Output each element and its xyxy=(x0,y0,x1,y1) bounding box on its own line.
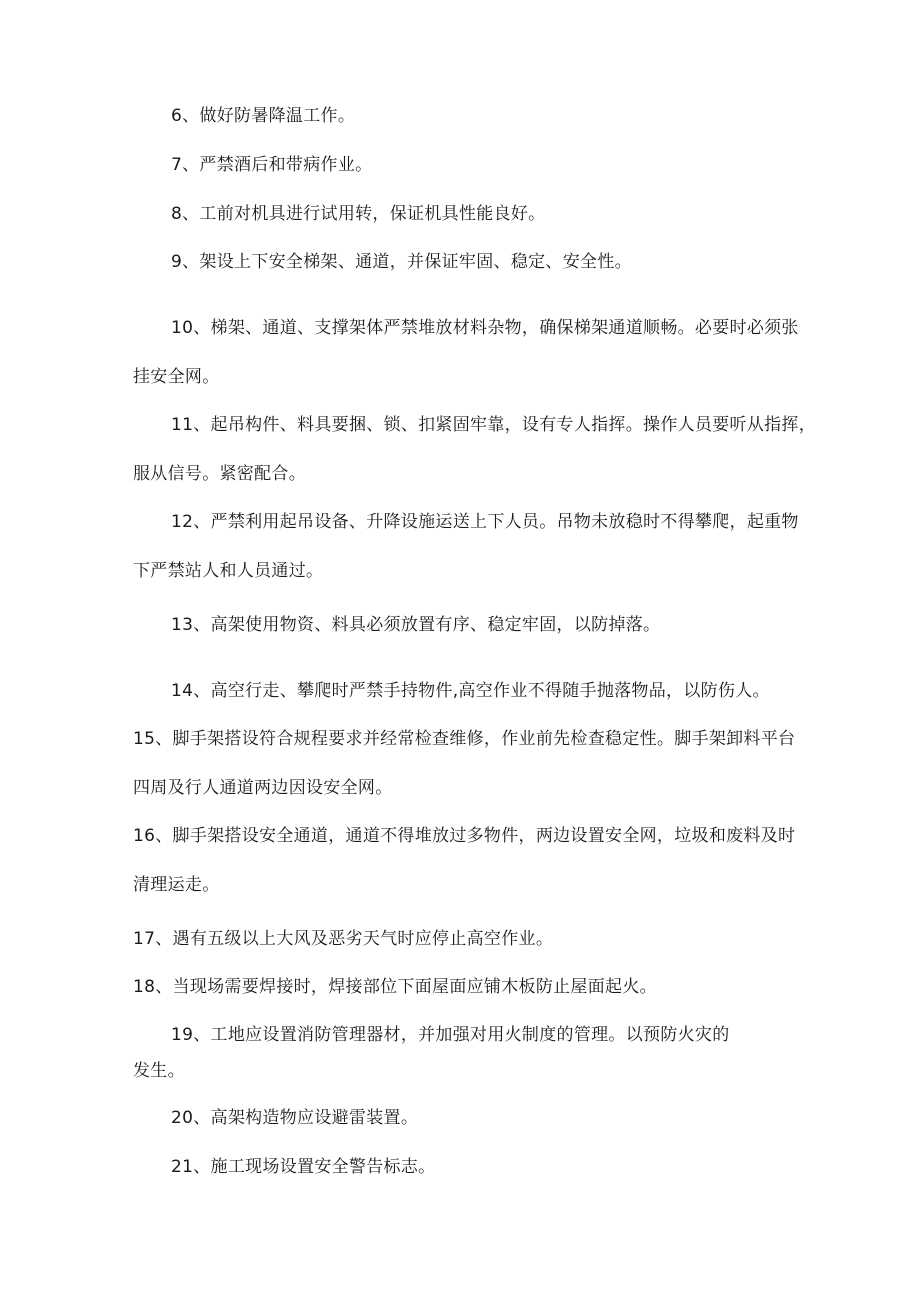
item-10-line-2: 挂安全网。 xyxy=(133,367,220,387)
item-6-line-1: 6、做好防暑降温工作。 xyxy=(171,106,356,126)
item-15-line-2: 四周及行人通道两边因设安全网。 xyxy=(133,778,393,798)
item-9-line-1: 9、架设上下安全梯架、通道，并保证牢固、稳定、安全性。 xyxy=(171,252,632,272)
item-10-line-1: 10、梯架、通道、支撑架体严禁堆放材料杂物，确保梯架通道顺畅。必要时必须张 xyxy=(171,318,799,338)
item-15-line-1: 15、脚手架搭设符合规程要求并经常检查维修，作业前先检查稳定性。脚手架卸料平台 xyxy=(133,729,796,749)
item-19-line-1: 19、工地应设置消防管理器材，并加强对用火制度的管理。以预防火灾的 xyxy=(171,1025,730,1045)
item-11-line-2: 服从信号。紧密配合。 xyxy=(133,464,306,484)
item-16-line-2: 清理运走。 xyxy=(133,875,220,895)
item-20-line-1: 20、高架构造物应设避雷装置。 xyxy=(171,1108,419,1128)
item-7-line-1: 7、严禁酒后和带病作业。 xyxy=(171,155,373,175)
item-16-line-1: 16、脚手架搭设安全通道，通道不得堆放过多物件，两边设置安全网，垃圾和废料及时 xyxy=(133,826,796,846)
item-21-line-1: 21、施工现场设置安全警告标志。 xyxy=(171,1157,436,1177)
item-19-line-2: 发生。 xyxy=(133,1061,185,1081)
item-12-line-1: 12、严禁利用起吊设备、升降设施运送上下人员。吊物未放稳时不得攀爬，起重物 xyxy=(171,512,799,532)
item-11-line-1: 11、起吊构件、料具要捆、锁、扣紧固牢靠，设有专人指挥。操作人员要听从指挥， xyxy=(171,415,817,435)
item-8-line-1: 8、工前对机具进行试用转，保证机具性能良好。 xyxy=(171,204,546,224)
item-13-line-1: 13、高架使用物资、料具必须放置有序、稳定牢固，以防掉落。 xyxy=(171,615,661,635)
item-18-line-1: 18、当现场需要焊接时，焊接部位下面屋面应铺木板防止屋面起火。 xyxy=(133,977,657,997)
item-12-line-2: 下严禁站人和人员通过。 xyxy=(133,561,324,581)
item-17-line-1: 17、遇有五级以上大风及恶劣天气时应停止高空作业。 xyxy=(133,929,554,949)
item-14-line-1: 14、高空行走、攀爬时严禁手持物件,高空作业不得随手抛落物品，以防伤人。 xyxy=(171,681,770,701)
